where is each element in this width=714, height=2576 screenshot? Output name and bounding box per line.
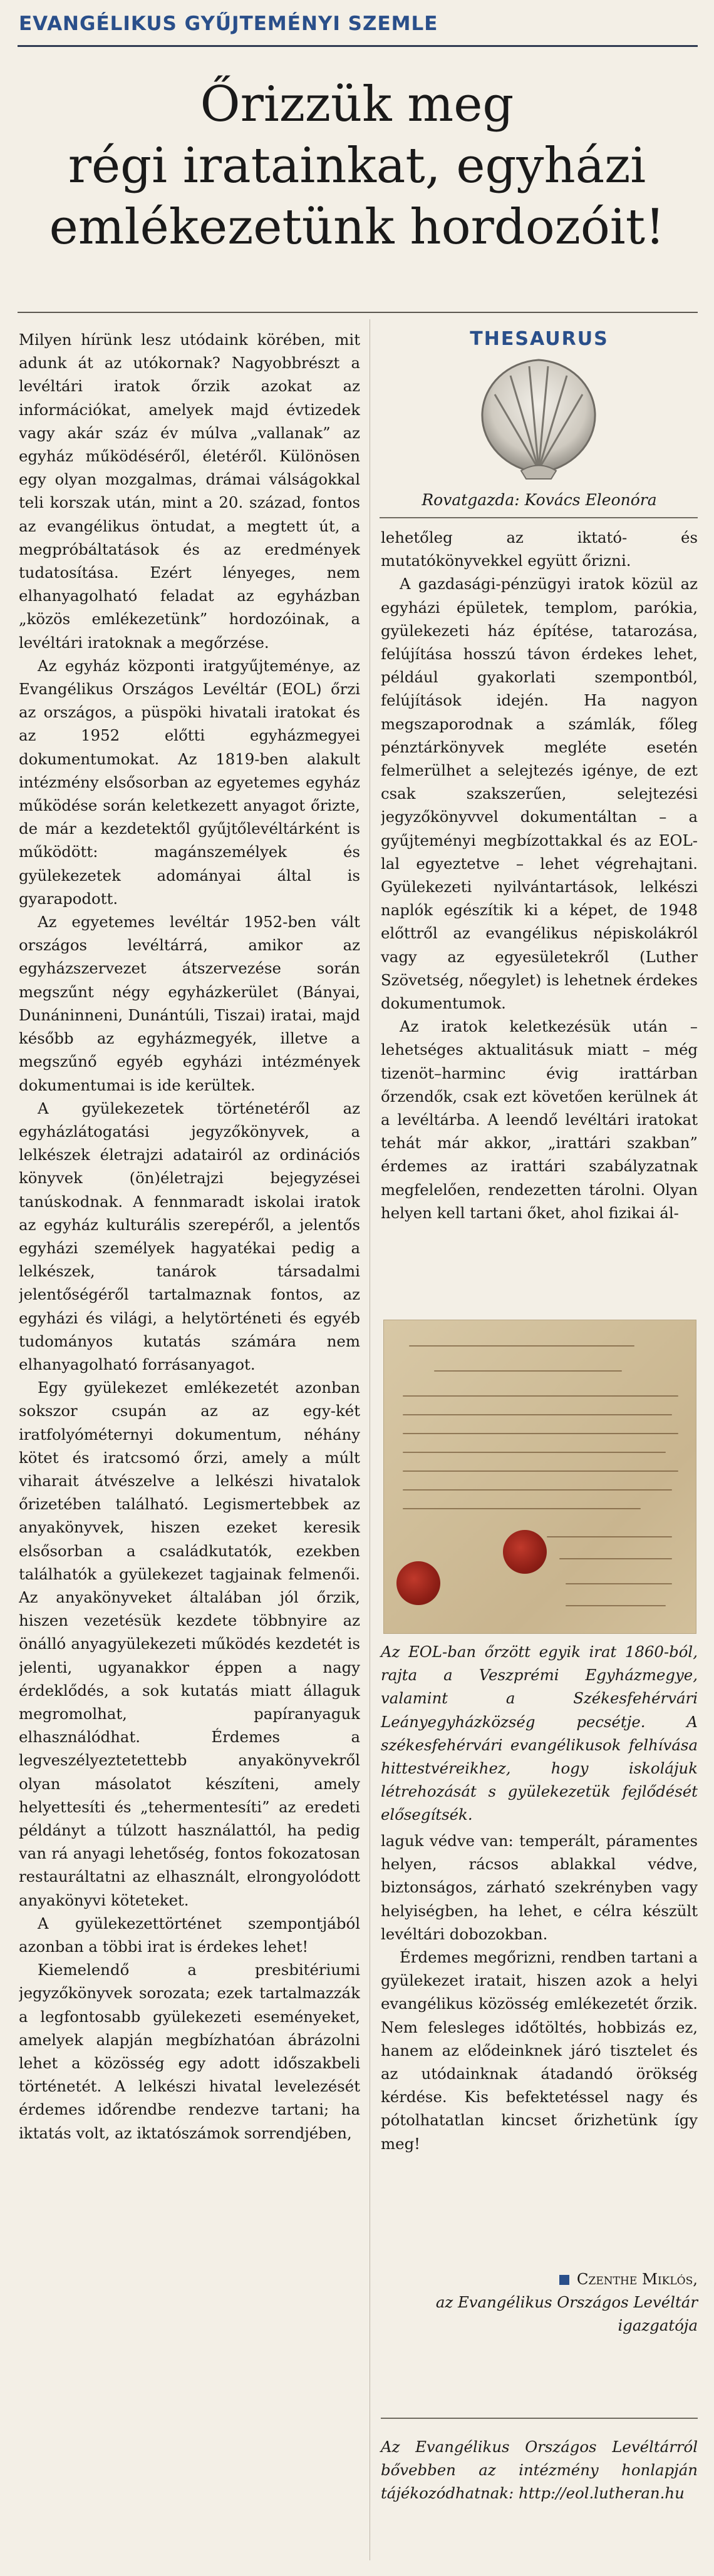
handwriting-line (403, 1433, 678, 1434)
handwriting-line (566, 1583, 672, 1584)
paragraph: Milyen hírünk lesz utódaink körében, mit adunk át az utókornak? Nagyobbrészt a levéltári iratok őrzik azokat az információkat, amelyek majd évtizedek vagy akár száz év múlva „vallanak” az egyház működéséről, életéről. Különösen egy olyan mozgalmas, drámai válságokkal teli korszak után, mint a 20. század, fontos az evangélikus öntudat, a megtett út, a megpróbáltatások és az eredmények tudatosítása. Ezért lényeges, nem elhanyagolható feladat az egyházban „közös emlékezetünk” hordozóinak, a levéltári iratoknak a megőrzése. (19, 331, 360, 652)
handwriting-line (547, 1536, 672, 1537)
paragraph: A gazdasági-pénzügyi iratok közül az egyházi épületek, templom, parókia, gyülekezeti ház építése, tatarozása, felújítása hosszú távon érdekes lehet, például gyakorlati szempontból, felújítások idején. Ha nagyon megszaporodnak a számlák, főleg pénztárkönyvek megléte esetén felmerülhet a selejtezés igénye, de ezt csak szakszerűen, selejtezési jegyzőkönyvvel dokumentáltan – a gyűjteményi megbízottakkal és az EOL-lal egyeztetve – lehet végrehajtani. Gyülekezeti nyilvántartások, lelkészi naplók egészítik ki a képet, de 1948 előttről az evangélikus népiskolákról vagy az egyesületekről (Luther Szövetség, nőegylet) is lehetnek érdekes dokumentumok. (381, 575, 698, 1013)
wax-seal-icon (396, 1561, 440, 1605)
header-rule (18, 45, 698, 47)
headline-line-1: Őrizzük meg (200, 76, 514, 133)
paragraph: A gyülekezetek történetéről az egyházlátogatási jegyzőkönyvek, a lelkészek életrajzi adatairól az ordinációs könyvek (ön)életrajzi bejegyzései tanúskodnak. A fennmaradt iskolai iratok az egyház kulturális szerepéről, a jelentős egyházi személyek hagyatékai pedig a lelkészek, tanárok társadalmi jelentőségéről tartalmaznak fontos, az egyházi és világi, a helytörténeti és egyéb tudományos kutatás számára nem elhanyagolható forrásanyagot. (19, 1099, 360, 1373)
handwriting-line (403, 1452, 666, 1453)
footnote-rule (381, 2418, 698, 2419)
handwriting-line (403, 1508, 641, 1509)
paragraph: A gyülekezettörténet szempontjából azonban a többi irat is érdekes lehet! (19, 1914, 360, 1956)
paragraph: Kiemelendő a presbitériumi jegyzőkönyvek sorozata; ezek tartalmazzák a legfontosabb gyülekezeti eseményeket, amelyek alapján megbízhatóan ábrázolni lehet a közösség egy adott időszakbeli történetét. A lelkészi hivatal levelezését érdemes időrendbe rendezve tartani; ha iktatás volt, az iktatószámok sorrendjében, (19, 1961, 360, 2142)
headline-line-3: emlékezetünk hordozóit! (49, 199, 665, 255)
handwriting-line (434, 1370, 622, 1372)
handwriting-line (409, 1345, 634, 1347)
paragraph: laguk védve van: temperált, páramentes helyen, rácsos ablakkal védve, biztonságos, zárható szekrényben vagy helyiségben, ha lehet, e célra készült levéltári dobozokban. (381, 1832, 698, 1943)
headline-rule (18, 312, 698, 313)
section-title: EVANGÉLIKUS GYŰJTEMÉNYI SZEMLE (19, 13, 438, 35)
handwriting-line (566, 1605, 666, 1606)
handwriting-line (559, 1558, 672, 1559)
handwriting-line (403, 1395, 678, 1397)
paragraph: Az egyház központi iratgyűjteménye, az Evangélikus Országos Levéltár (EOL) őrzi az országos, a püspöki hivatali iratokat és az 1952 előtti egyházmegyei dokumentumokat. Az 1819-ben alakult intézmény elsősorban az egyetemes egyház működése során keletkezett anyagot őrizte, de már a kezdetektől gyűjtőlevéltárként is működött: magánszemélyek és gyülekezetek adományai által is gyarapodott. (19, 656, 360, 908)
section-editor: Rovatgazda: Kovács Eleonóra (422, 491, 657, 509)
right-column-bottom (381, 1829, 698, 2505)
paragraph: Az egyetemes levéltár 1952-ben vált országos levéltárrá, amikor az egyházszervezet átszervezése során megszűnt négy egyházkerület (Bányai, Dunáninneni, Dunántúli, Tiszai) iratai, majd később az egyházmegyék, illetve a megszűnő egyéb egyházi intézmények dokumentumai is ide kerültek. (19, 913, 360, 1094)
photo-caption: Az EOL-ban őrzött egyik irat 1860-ból, rajta a Veszprémi Egyházmegye, valamint a Székesfehérvári Leányegyházközség pecsétje. A székesfehérvári evangélikusok felhívása hittestvéreikhez, hogy iskolájuk létrehozását s gyülekezetük fejlődését elősegítsék. (381, 1643, 698, 1824)
historic-document-photo (383, 1320, 696, 1634)
wax-seal-icon (503, 1530, 547, 1574)
left-column (19, 328, 360, 2563)
shell-icon (470, 351, 608, 482)
handwriting-line (403, 1470, 678, 1472)
paragraph: lehetőleg az iktató- és mutatókönyvekkel együtt őrizni. (381, 528, 698, 570)
right-column-top (381, 526, 698, 1299)
paragraph: Az iratok keletkezésük után – lehetséges aktualitásuk miatt – még tizenöt–harminc évig irattárban őrzendők, csak ezt követően kerülnek át a levéltárba. A leendő levéltári iratokat tehát már akkor, „irattári szakban” érdemes az irattári szabályzatnak megfelelően, rendezetten tárolni. Olyan helyen kell tartani őket, ahol fizikai ál- (381, 1017, 698, 1222)
editor-rule (380, 517, 698, 518)
footnote: Az Evangélikus Országos Levéltárról bővebben az intézmény honlapján tájékozódhatnak: http://eol.lutheran.hu (381, 2438, 698, 2503)
headline-line-2: régi iratainkat, egyházi (68, 138, 646, 194)
author-role: az Evangélikus Országos Levéltár (435, 2293, 698, 2312)
author-role-2: igazgatója (618, 2316, 698, 2335)
thesaurus-label: THESAURUS (470, 328, 609, 350)
article-headline (19, 74, 695, 258)
paragraph: Egy gyülekezet emlékezetét azonban sokszor csupán az az egy-két iratfolyóméternyi dokumentum, néhány kötet és iratcsomó őrzi, amely a múlt viharait átvészelve a lelkészi hivatalok őrizetében található. Legismertebbek az anyakönyvek, hiszen ezeket keresik elsősorban a családkutatók, ezekben találhatók a gyülekezet tagjainak felmenői. Az anyakönyveket általában jól őrzik, hiszen vezetésük kezdete többnyire az önálló anyagyülekezeti működés kezdetét is jelenti, ugyanakkor éppen a nagy érdeklődés, a sok kutatás miatt állaguk megromolhat, papíranyaguk elhasználódhat. Érdemes a legveszélyeztetettebb anyakönyvekről olyan másolatot készíteni, amely helyettesíti és „tehermentesíti” az eredeti példányt a túlzott használattól, ha pedig van rá anyagi lehetőség, fontos fokozatosan restauráltatni az elhasznált, elrongyolódott anyakönyvi köteteket. (19, 1378, 360, 1909)
end-mark-icon (559, 2275, 569, 2285)
paragraph: Érdemes megőrizni, rendben tartani a gyülekezet iratait, hiszen azok a helyi evangélikus közösség emlékezetét őrzik. Nem felesleges időtöltés, hobbizás ez, hanem az elődeinknek járó tisztelet és az utódainknak átadandó örökség kérdése. Kis befektetéssel nagy és pótolhatatlan kincset őrizhetünk így meg! (381, 1948, 698, 2153)
author-signature (381, 2267, 698, 2337)
handwriting-line (403, 1414, 672, 1415)
author-name: Czenthe Miklós, (576, 2270, 698, 2288)
handwriting-line (403, 1489, 672, 1491)
